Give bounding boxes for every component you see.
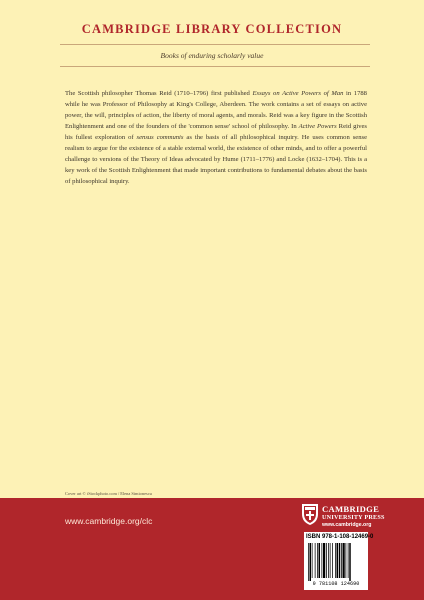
barcode-panel [304, 532, 374, 590]
barcode-icon [307, 543, 365, 581]
blurb-text: Reid gives his fullest exploration of [65, 123, 367, 142]
back-cover-blurb [65, 88, 367, 187]
book-title: Essays on Active Powers of Man [252, 90, 344, 97]
cover-art-credit: Cover art © iStockphoto.com / Elena Simionescu [65, 491, 152, 496]
publisher-subtitle: UNIVERSITY PRESS [322, 514, 385, 521]
header-rule-bottom [60, 66, 370, 67]
publisher-name: CAMBRIDGE [322, 504, 380, 514]
isbn-label: ISBN 978-1-108-12469-0 [306, 534, 374, 540]
latin-term: sensus communis [136, 134, 184, 142]
book-short-title: Active Powers [298, 123, 337, 131]
publisher-url: www.cambridge.org [322, 522, 372, 528]
website-link[interactable]: www.cambridge.org/clc [65, 516, 153, 526]
barcode-digits: 9 781108 124690 [312, 581, 360, 587]
blurb-text: in 1788 while he was Professor of Philosophy at King's College, Aberdeen. The work contains a set of essays on active power, the will, principles of action, the liberty of moral agents, and morals. Reid was a key figure in the Scottish Enlightenment and one of the founders of the 'common sense' school of philosophy. In [65, 90, 367, 131]
header-rule-top [60, 44, 370, 45]
blurb-text: as the basis of all philosophical inquiry. He uses common sense realism to argue for the existence of a stable external world, the existence of other minds, and to offer a powerful challenge to versions of the Theory of Ideas advocated by Hume (1711–1776) and Locke (1632–1704). This is a key work of the Scottish Enlightenment that made important contributions to fundamental debates about the basis of philosophical inquiry. [65, 134, 367, 186]
series-title: CAMBRIDGE LIBRARY COLLECTION [81, 22, 343, 36]
tagline: Books of enduring scholarly value [160, 51, 264, 60]
blurb-text: The Scottish philosopher Thomas Reid (1710–1796) first published [65, 90, 253, 97]
